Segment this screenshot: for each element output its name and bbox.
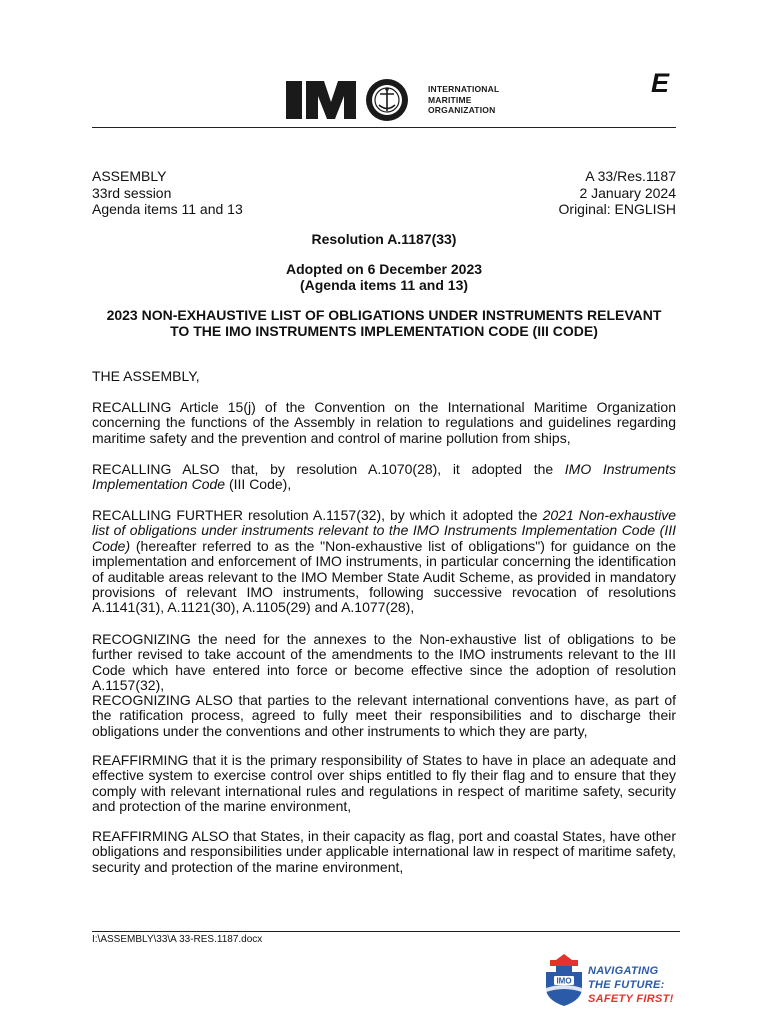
file-path: I:\ASSEMBLY\33\A 33-RES.1187.docx <box>92 934 263 945</box>
text-run: (hereafter referred to as the "Non-exhaustive list of obligations") for guidance on the implementation and enforcement of IMO instruments, in particular concerning the identification of auditable areas relevant to the IMO Member State Audit Scheme, as provided in mandatory provisions of relevant IMO instruments, following successive revocation of resolutions A.1141(31), A.1121(30), A.1105(29) and A.1077(28), <box>92 537 676 616</box>
paragraph-reaffirming-also <box>92 829 676 875</box>
meta-session: 33rd session <box>92 184 172 201</box>
meta-right <box>559 168 676 218</box>
main-title-line-2: TO THE IMO INSTRUMENTS IMPLEMENTATION CODE (III CODE) <box>170 322 598 339</box>
organization-name <box>428 84 499 116</box>
doc-date: 2 January 2024 <box>579 184 676 201</box>
text-run: (III Code), <box>225 476 292 493</box>
resolution-title: Resolution A.1187(33) <box>311 231 457 247</box>
paragraph-text <box>92 508 676 616</box>
slogan-line-1: NAVIGATING <box>588 965 659 977</box>
adopted-agenda: (Agenda items 11 and 13) <box>299 277 469 293</box>
instrument-title: 2021 Non-exhaustive list of obligations under instruments relevant to the IMO Instruments Implementation Code (III Code) <box>92 507 677 554</box>
paragraph-text: RECOGNIZING ALSO that parties to the relevant international conventions have, as part of the ratification process, agreed to fully meet their responsibilities and to discharge their obligations under the conventions and other instruments to which they are party, <box>92 692 676 739</box>
header-rule <box>92 127 676 128</box>
paragraph-recognizing <box>92 632 676 694</box>
paragraph-reaffirming <box>92 753 676 815</box>
text-run: RECALLING ALSO that, by resolution A.1070(28), it adopted the <box>92 461 565 477</box>
imo-logo-wordmark <box>284 78 424 122</box>
doc-original-language: Original: ENGLISH <box>558 201 676 217</box>
slogan-line-3: SAFETY FIRST! <box>588 993 674 1005</box>
adopted-date: Adopted on 6 December 2023 <box>285 261 483 277</box>
footer-rule <box>92 931 680 932</box>
paragraph-text <box>92 462 676 493</box>
instrument-title: IMO Instruments Implementation Code <box>92 461 676 493</box>
campaign-logo <box>542 950 682 1010</box>
paragraph-preamble <box>92 369 676 384</box>
meta-left <box>92 168 243 218</box>
text-run: RECALLING FURTHER resolution A.1157(32), by which it adopted the <box>92 507 543 523</box>
main-title <box>92 308 676 339</box>
meta-body: ASSEMBLY <box>92 168 167 184</box>
org-line-1: INTERNATIONAL <box>428 84 500 94</box>
paragraph-recalling-further <box>92 508 676 616</box>
lighthouse-shield-icon <box>542 952 586 1008</box>
org-line-3: ORGANIZATION <box>428 105 496 115</box>
badge-text: IMO <box>556 976 572 986</box>
main-title-line-1: 2023 NON-EXHAUSTIVE LIST OF OBLIGATIONS UNDER INSTRUMENTS RELEVANT <box>106 307 662 323</box>
paragraph-text: RECALLING Article 15(j) of the Convention on the International Maritime Organization concerning the functions of the Assembly in relation to regulations and guidelines regarding maritime safety and the prevention and control of marine pollution from ships, <box>92 399 676 446</box>
language-letter: E <box>651 68 670 98</box>
paragraph-text: THE ASSEMBLY, <box>92 368 200 384</box>
doc-symbol: A 33/Res.1187 <box>585 168 676 184</box>
paragraph-text: REAFFIRMING ALSO that States, in their capacity as flag, port and coastal States, have other obligations and responsibilities under applicable international law in respect of maritime safety, security and protection of the marine environment, <box>92 828 676 875</box>
campaign-slogan <box>588 964 674 1006</box>
paragraph-text: RECOGNIZING the need for the annexes to the Non-exhaustive list of obligations to be further revised to take account of the amendments to the IMO instruments relevant to the III Code which have entered into force or become effective since the adoption of resolution A.1157(32), <box>92 631 676 694</box>
paragraph-recalling-also <box>92 462 676 493</box>
paragraph-recognizing-also <box>92 693 676 739</box>
meta-agenda: Agenda items 11 and 13 <box>92 201 243 217</box>
slogan-line-2: THE FUTURE: <box>588 979 665 991</box>
org-line-2: MARITIME <box>428 94 472 105</box>
imo-logo <box>284 78 509 126</box>
paragraph-recalling <box>92 400 676 446</box>
paragraph-text: REAFFIRMING that it is the primary responsibility of States to have in place an adequate and effective system to exercise control over ships entitled to fly their flag and to ensure that they comply with relevant international rules and regulations in respect of maritime safety, security and protection of the marine environment, <box>92 752 676 815</box>
adoption-info <box>92 261 676 293</box>
